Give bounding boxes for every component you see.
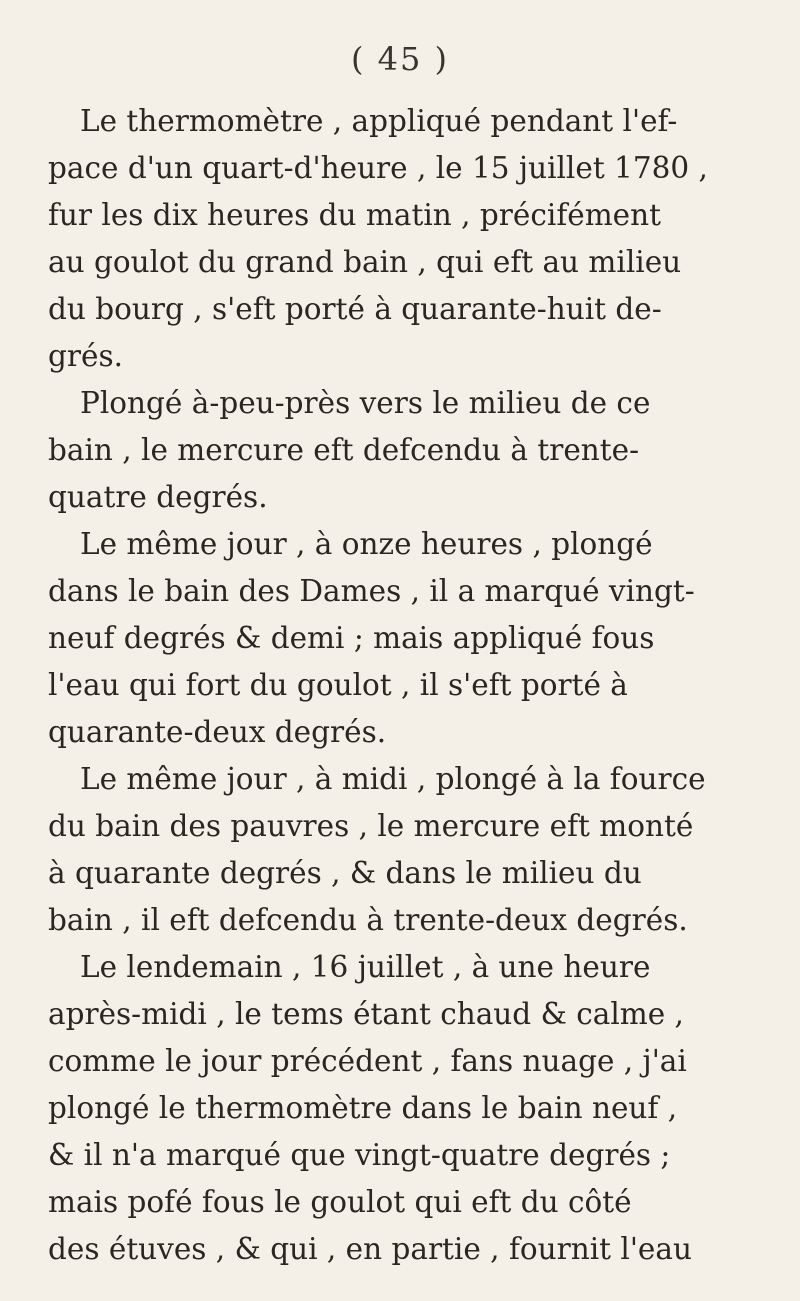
text-line: au goulot du grand bain , qui eft au milieu — [48, 245, 682, 279]
text-line: du bourg , s'eft porté à quarante-huit de- — [48, 292, 662, 326]
body-text — [48, 98, 768, 1273]
text-line: mais pofé fous le goulot qui eft du côté — [48, 1185, 632, 1219]
text-line: Le lendemain , 16 juillet , à une heure — [80, 950, 651, 984]
text-line: des étuves , & qui , en partie , fournit l'eau — [48, 1232, 692, 1266]
text-line: l'eau qui fort du goulot , il s'eft porté à — [48, 668, 628, 702]
text-line: quarante-deux degrés. — [48, 715, 387, 749]
text-line: Plongé à-peu-près vers le milieu de ce — [80, 386, 651, 420]
text-line: pace d'un quart-d'heure , le 15 juillet 1780 , — [48, 151, 708, 185]
page-number: ( 45 ) — [350, 40, 450, 78]
text-line: grés. — [48, 339, 123, 373]
text-line: du bain des pauvres , le mercure eft monté — [48, 809, 694, 843]
text-line: fur les dix heures du matin , précifément — [48, 198, 661, 232]
text-line: bain , il eft defcendu à trente-deux degrés. — [48, 903, 688, 937]
text-line: quatre degrés. — [48, 480, 268, 514]
text-line: bain , le mercure eft defcendu à trente- — [48, 433, 640, 467]
text-line: après-midi , le tems étant chaud & calme , — [48, 997, 684, 1031]
text-line: dans le bain des Dames , il a marqué vingt- — [48, 574, 695, 608]
text-line: Le thermomètre , appliqué pendant l'ef- — [80, 104, 678, 138]
text-line: neuf degrés & demi ; mais appliqué fous — [48, 621, 655, 655]
text-line: plongé le thermomètre dans le bain neuf , — [48, 1091, 678, 1125]
text-line: & il n'a marqué que vingt-quatre degrés ; — [48, 1138, 671, 1172]
text-line: Le même jour , à midi , plongé à la fource — [80, 762, 706, 796]
text-line: à quarante degrés , & dans le milieu du — [48, 856, 642, 890]
text-line: comme le jour précédent , fans nuage , j'ai — [48, 1044, 687, 1078]
text-line: Le même jour , à onze heures , plongé — [80, 527, 653, 561]
